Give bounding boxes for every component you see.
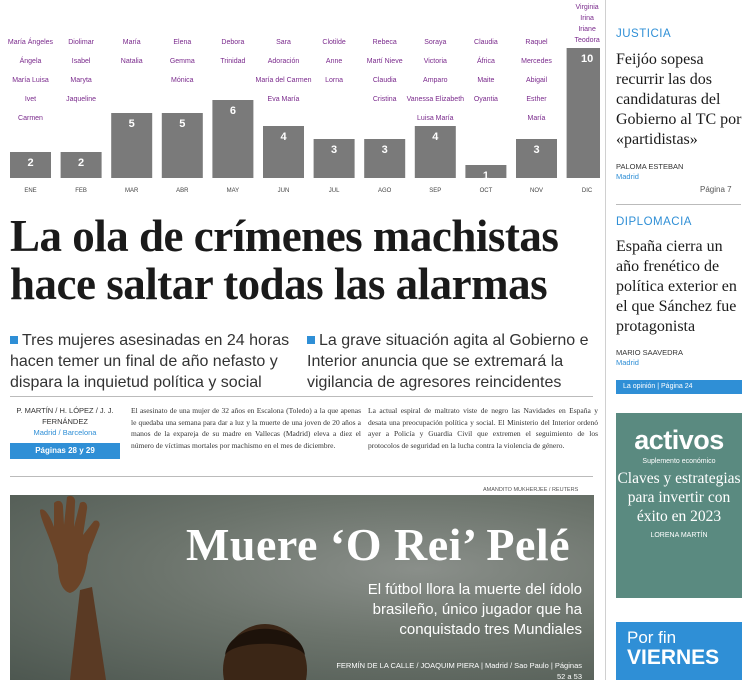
- chart-victim-name: Mónica: [171, 77, 194, 84]
- bullet-square-icon: [10, 336, 18, 344]
- chart-bar-value: 3: [381, 144, 388, 156]
- activos-promo[interactable]: [616, 413, 742, 598]
- chart-victim-name: Abigail: [525, 77, 548, 84]
- chart-month-label: MAR: [125, 188, 139, 194]
- chart-month-label: JUL: [328, 188, 340, 194]
- chart-victim-name: Raquel: [525, 39, 548, 46]
- chart-victim-name: Jaqueline: [66, 96, 97, 103]
- author-name: PALOMA ESTEBAN: [616, 162, 684, 171]
- activos-logo: activos: [634, 425, 724, 455]
- chart-victim-name: Esther: [526, 96, 547, 103]
- chart-victim-name: Diolimar: [68, 39, 94, 46]
- chart-bar-value: 1: [482, 170, 489, 182]
- subheadline-left-text: Tres mujeres asesinadas en 24 horas hacen temer un final de año nefasto y dispara la inquietud política y social: [10, 332, 290, 391]
- divider: [616, 204, 741, 205]
- chart-victim-name: Gemma: [169, 58, 195, 65]
- chart-victim-name: Isabel: [71, 58, 91, 65]
- femicide-bar-chart: [0, 0, 600, 205]
- body-text-left: El asesinato de una mujer de 32 años en Escalona (Toledo) a la que apenas le quedaba una semana para dar a luz y la muerte de una joven de 20 años a manos de la expareja de su madre en Vallecas (Madrid) eleva a diez el número de víctimas mortales por machismo en el mes de diciembre.: [131, 406, 361, 450]
- chart-victim-name: Virginia: [575, 4, 599, 11]
- chart-month-label: MAY: [226, 188, 240, 194]
- chart-bar-value: 2: [78, 157, 85, 169]
- chart-victim-name: María Ángeles: [7, 39, 54, 46]
- chart-victim-name: Victoria: [423, 58, 447, 65]
- chart-victim-name: Rebeca: [372, 39, 397, 46]
- chart-month-label: SEP: [429, 188, 442, 194]
- chart-month-label: AGO: [378, 188, 392, 194]
- byline-authors: P. MARTÍN / H. LÓPEZ / J. J. FERNÁNDEZ: [16, 406, 114, 426]
- viernes-bottom-text: VIERNES: [627, 646, 720, 669]
- main-byline: [10, 405, 120, 438]
- chart-bar-value: 3: [331, 144, 338, 156]
- chart-victim-name: África: [476, 58, 495, 65]
- author-name: MARIO SAAVEDRA: [616, 348, 683, 357]
- byline-city: Madrid / Barcelona: [33, 428, 97, 437]
- chart-victim-name: Iriane: [578, 26, 596, 33]
- chart-victim-name: Clotilde: [322, 39, 346, 46]
- chart-victim-name: Ángela: [19, 58, 42, 65]
- sidebar-story-2-pages[interactable]: La opinión | Página 24: [616, 380, 742, 394]
- sidebar-story-2-author: [616, 348, 683, 368]
- chart-month-label: ABR: [176, 188, 189, 194]
- divider: [10, 396, 593, 397]
- chart-victim-name: Natalia: [120, 58, 143, 65]
- chart-bar-value: 4: [280, 131, 287, 143]
- author-city: Madrid: [616, 172, 639, 181]
- chart-victim-name: Martí Nieve: [366, 58, 403, 65]
- chart-victim-name: Maite: [477, 77, 495, 84]
- chart-victim-name: Lorna: [325, 77, 344, 84]
- chart-victim-name: Oyantia: [473, 96, 498, 103]
- subheadline-right: [307, 330, 597, 393]
- chart-victim-name: María: [527, 115, 546, 122]
- divider: [10, 476, 593, 477]
- chart-victim-name: Claudia: [474, 39, 498, 46]
- bullet-square-icon: [307, 336, 315, 344]
- main-headline: La ola de crímenes machistas hace saltar todas las alarmas: [10, 211, 559, 309]
- chart-victim-name: Amparo: [423, 77, 448, 84]
- chart-month-label: JUN: [277, 188, 290, 194]
- body-text-right: La actual espiral de maltrato viste de negro las Navidades en España y desata una preocupación política y social. El Ministerio del Interior ordenó ayer a Policía y Guardia Civil que extremen el seguimiento de los protocolos de seguridad en la lucha contra la violencia de género.: [368, 406, 598, 450]
- chart-victim-name: Teodora: [574, 37, 600, 44]
- chart-month-label: FEB: [75, 188, 87, 194]
- activos-author: LORENA MARTÍN: [650, 532, 708, 539]
- activos-title: Claves y estrategias para invertir con éxito en 2023: [617, 470, 741, 525]
- chart-victim-name: Mercedes: [521, 58, 552, 65]
- pele-byline: FERMÍN DE LA CALLE / JOAQUIM PIERA | Madrid / Sao Paulo | Páginas 52 a 53: [336, 661, 582, 681]
- pele-headline: Muere ‘O Rei’ Pelé: [186, 519, 571, 570]
- chart-victim-name: María del Carmen: [255, 77, 312, 84]
- photo-credit: AMANDITO MUKHERJEE / REUTERS: [483, 487, 579, 493]
- chart-month-label: DIC: [581, 188, 593, 194]
- chart-victim-name: María: [122, 39, 141, 46]
- chart-bar-value: 5: [179, 118, 186, 130]
- chart-month-label: NOV: [529, 188, 544, 194]
- por-fin-viernes-promo[interactable]: [616, 622, 742, 680]
- section-label-justicia[interactable]: JUSTICIA: [616, 28, 672, 40]
- chart-victim-name: Carmen: [18, 115, 43, 122]
- chart-bar-value: 2: [27, 157, 34, 169]
- section-label-diplomacia[interactable]: DIPLOMACIA: [616, 216, 692, 228]
- chart-bar-value: 10: [580, 53, 594, 65]
- chart-month-label: ENE: [24, 188, 37, 194]
- sidebar-story-1-headline[interactable]: Feijóo sopesa recurrir las dos candidaturas del Gobierno al TC por «partidistas»: [616, 51, 742, 148]
- chart-victim-name: Eva María: [267, 96, 300, 103]
- chart-victim-name: Debora: [221, 39, 245, 46]
- sidebar-story-2-headline[interactable]: España cierra un año frenético de política exterior en el que Sánchez fue protagonista: [616, 238, 737, 335]
- chart-victim-name: Anne: [325, 58, 343, 65]
- chart-victim-name: Ivet: [24, 96, 37, 103]
- chart-bar-value: 6: [229, 105, 236, 117]
- viernes-top-text: Por fin: [627, 628, 677, 647]
- chart-victim-name: Claudia: [372, 77, 397, 84]
- chart-bar-value: 5: [128, 118, 135, 130]
- subheadline-right-text: La grave situación agita al Gobierno e Interior anuncia que se extremará la vigilancia de agresores reincidentes: [307, 332, 589, 391]
- chart-victim-name: Adoración: [267, 58, 300, 65]
- chart-victim-name: María Luisa: [12, 77, 49, 84]
- chart-victim-name: Vanessa Elizabeth: [406, 96, 465, 103]
- chart-victim-name: Trinidad: [220, 58, 246, 65]
- chart-bar-value: 4: [432, 131, 439, 143]
- author-city: Madrid: [616, 358, 639, 367]
- subheadline-left: [10, 330, 300, 393]
- sidebar-story-1-page[interactable]: Página 7: [700, 185, 732, 194]
- chart-victim-name: Irina: [580, 15, 594, 22]
- chart-bar: [567, 48, 600, 178]
- column-separator: [605, 0, 606, 680]
- chart-victim-name: Sara: [276, 39, 291, 46]
- chart-victim-name: Elena: [173, 39, 192, 46]
- chart-bar-value: 3: [533, 144, 540, 156]
- chart-victim-name: Luisa María: [417, 115, 454, 122]
- sidebar-story-1-author: [616, 162, 683, 182]
- main-pages-tag[interactable]: Páginas 28 y 29: [10, 443, 120, 459]
- chart-victim-name: Soraya: [424, 39, 447, 46]
- chart-month-label: OCT: [479, 188, 493, 194]
- pele-subheadline: El fútbol llora la muerte del ídolo brasileño, único jugador que ha conquistado tres Mundiales: [367, 581, 582, 638]
- chart-victim-name: Cristina: [372, 96, 397, 103]
- chart-victim-name: Maryta: [70, 77, 92, 84]
- activos-supplement-label: Suplemento económico: [642, 458, 716, 465]
